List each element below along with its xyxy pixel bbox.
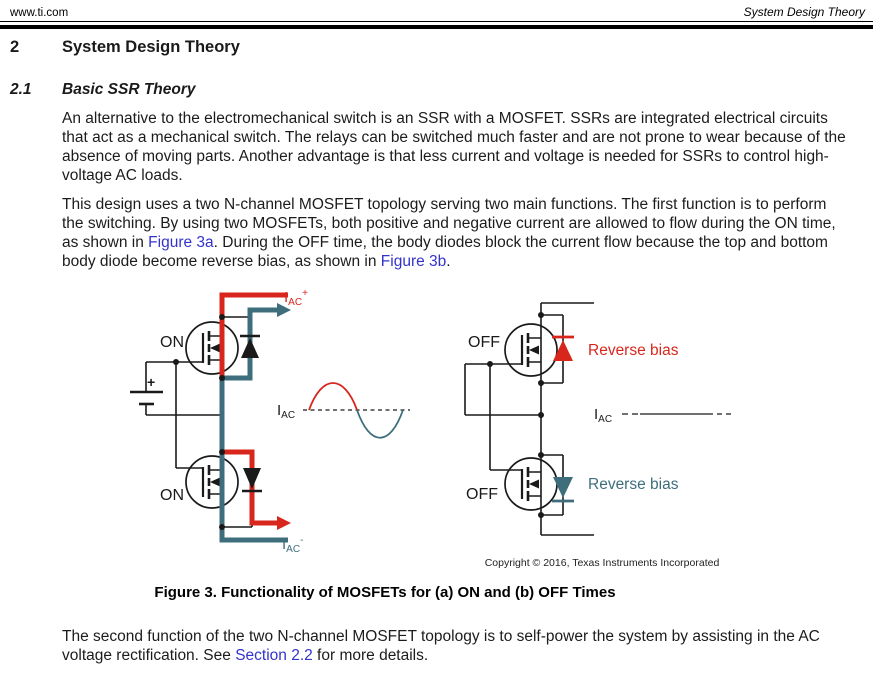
section-2-2-link[interactable]: Section 2.2 (235, 647, 313, 664)
paragraph-topology-text-1: This design uses a two N-channel MOSFET topology serving two main functions. The first function is to perform the switching. By using two MOSFETs, both positive and negative current are allowed to flow during the ON time, as shown in (62, 196, 836, 251)
battery-symbol (130, 392, 163, 404)
reverse-bias-label-top: Reverse bias (588, 342, 679, 359)
section-title: System Design Theory (62, 38, 240, 56)
ac-waveform (303, 383, 410, 438)
figure-3a-link[interactable]: Figure 3a (148, 234, 214, 251)
figure-3b-link[interactable]: Figure 3b (380, 253, 447, 270)
reverse-bias-label-bottom: Reverse bias (588, 476, 679, 493)
paragraph-second-function (62, 627, 852, 665)
mosfet-bottom-on (186, 456, 238, 508)
iac-plus-label: $I_{AC}^+$ (284, 288, 308, 308)
mosfet-top-off (505, 324, 557, 376)
battery-plus-label: + (147, 374, 156, 390)
mosfet-bottom-off (505, 458, 557, 510)
body-diode-top-icon (240, 336, 260, 358)
running-header-title: System Design Theory (743, 5, 865, 19)
figure-caption: Figure 3. Functionality of MOSFETs for (a) ON and (b) OFF Times (154, 584, 616, 601)
paragraph-second-function-text-2: for more details. (312, 647, 429, 664)
body-diode-bottom-icon (242, 468, 262, 491)
subsection-title: Basic SSR Theory (62, 81, 196, 98)
figure-copyright: Copyright © 2016, Texas Instruments Incorporated (484, 557, 720, 569)
mosfet-top-on (186, 322, 238, 374)
on-label-bottom: ON (160, 487, 184, 504)
reverse-diode-bottom-icon (552, 477, 574, 501)
ti-site-link[interactable]: www.ti.com (10, 7, 69, 19)
paragraph-topology-text-3: . (446, 253, 451, 270)
paragraph-topology-text-2: . During the OFF time, the body diodes block the current flow because the top and bottom body diode become reverse bias, as shown in (62, 234, 828, 270)
figure-3-diagram (0, 278, 873, 556)
subsection-number: 2.1 (10, 81, 32, 98)
section-number: 2 (10, 38, 20, 56)
paragraph-second-function-text-1: The second function of the two N-channel MOSFET topology is to self-power the system by assisting in the AC voltage rectification. See (62, 628, 820, 664)
header-rule-thick (0, 25, 873, 29)
header-rule-thin (0, 21, 873, 22)
paragraph-ssr-intro: An alternative to the electromechanical switch is an SSR with a MOSFET. SSRs are integrated electrical circuits that act as a mechanical switch. The relays can be switched much faster and are not prone to wear because of the absence of moving parts. Another advantage is that less current and voltage is needed for SSRs to control high-voltage AC loads. (62, 110, 846, 184)
iac-minus-label: $I_{AC}^-$ (282, 535, 304, 555)
zero-current-label: $I_{AC}$ (594, 406, 613, 425)
negative-current-path (222, 303, 291, 540)
waveform-label: $I_{AC}$ (277, 402, 296, 421)
paragraph-topology (62, 195, 852, 271)
off-label-bottom: OFF (466, 486, 498, 503)
on-label-top: ON (160, 334, 184, 351)
off-label-top: OFF (468, 334, 500, 351)
